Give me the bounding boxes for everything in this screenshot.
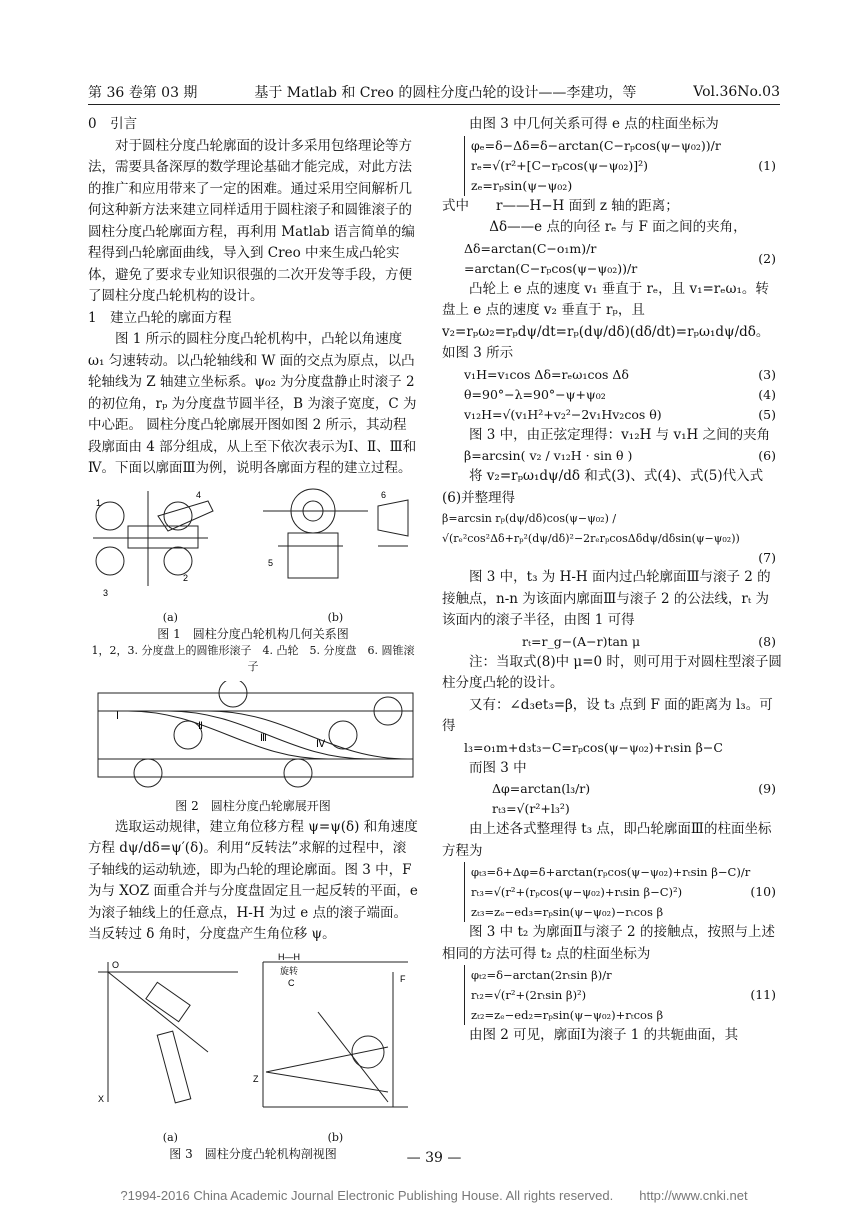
equation-1 — [442, 136, 782, 196]
figure-1 — [88, 486, 418, 676]
figure-3-drawing — [88, 952, 418, 1124]
figure-1-legend: 1，2，3. 分度盘上的圆锥形滚子 4. 凸轮 5. 分度盘 6. 圆锥滚子 — [91, 644, 415, 673]
eq1-intro: 由图 3 中几何关系可得 e 点的柱面坐标为 — [469, 116, 719, 132]
header-rule — [88, 104, 780, 105]
fig1-sub-a: (a) — [162, 611, 178, 624]
header-volume: Vol.36No.03 — [693, 84, 780, 100]
eq-rt3-body: rₜ₃=√(r²+l₃²) — [492, 801, 570, 816]
definition-r: 式中 r——H−H 面到 z 轴的距离； — [442, 197, 679, 214]
equation-2 — [442, 239, 782, 279]
eq10-intro: 由上述各式整理得 t₃ 点，即凸轮廓面Ⅲ的柱面坐标方程为 — [442, 821, 772, 859]
fig1-label-3: 3 — [103, 587, 109, 598]
fig3-label-F: F — [400, 973, 406, 984]
substitution-paragraph: 将 v₂=rₚω₁dψ/dδ 和式(3)、式(4)、式(5)代入式(6)并整理得 — [442, 468, 764, 506]
fig3-label-Z: Z — [253, 1073, 259, 1084]
fig1-sub-b: (b) — [327, 611, 344, 624]
fig3-label-O: O — [112, 959, 120, 970]
eq6-number: (6) — [758, 448, 776, 463]
header-title: 基于 Matlab 和 Creo 的圆柱分度凸轮的设计——李建功，等 — [254, 85, 637, 101]
figure-2-caption: 图 2 圆柱分度凸轮廓展开图 — [175, 798, 331, 813]
equation-6 — [442, 446, 782, 466]
fig1-label-5: 5 — [268, 557, 274, 568]
eq11-line3: zₜ₂=zₑ−ed₂=rₚsin(ψ−ψ₀₂)+rₜcos β — [471, 1008, 664, 1022]
figure-1-caption: 图 1 圆柱分度凸轮机构几何关系图 — [157, 627, 349, 641]
eq7-number: (7) — [758, 550, 776, 565]
right-column — [442, 114, 782, 1047]
fig2-zone-III: Ⅲ — [260, 733, 267, 744]
section-0-title: 0 引言 — [88, 116, 138, 132]
equation-11 — [442, 965, 782, 1025]
eq10-line2: rₜ₃=√(r²+(rₚcos(ψ−ψ₀₂)+rₜsin β−C)²) — [471, 885, 683, 899]
equation-10 — [442, 862, 782, 922]
fig3-sub-b: (b) — [327, 1131, 344, 1144]
equation-4 — [442, 385, 782, 405]
eq10-line1: φₜ₃=δ+Δφ=δ+arctan(rₚcos(ψ−ψ₀₂)+rₜsin β−C)/r — [471, 865, 751, 879]
eq4-body: θ=90°−λ=90°−ψ+ψ₀₂ — [464, 386, 606, 402]
section-1-title: 1 建立凸轮的廓面方程 — [88, 309, 232, 326]
left-column — [88, 114, 418, 1165]
page-number: — 39 — — [406, 1150, 462, 1166]
fig2-zone-II: Ⅱ — [198, 721, 203, 732]
fig3-label-C: C — [288, 977, 295, 988]
equation-9 — [442, 779, 782, 799]
equation-3 — [442, 365, 782, 385]
running-header — [88, 82, 780, 102]
copyright-notice: ?1994-2016 China Academic Journal Electronic Publishing House. All rights reserved. http://www.cnki.net — [120, 1188, 748, 1203]
angle-paragraph: 又有：∠d₃et₃=β，设 t₃ 点到 F 面的距离为 l₃。可得 — [442, 696, 773, 734]
fig2-zone-IV: Ⅳ — [316, 739, 326, 750]
eq1-line3: zₑ=rₚsin(ψ−ψ₀₂) — [471, 177, 573, 193]
eq1-line2: rₑ=√(r²+[C−rₚcos(ψ−ψ₀₂)]²) — [471, 157, 649, 173]
eq2-body: Δδ=arctan(C−o₁m)/r =arctan(C−rₚcos(ψ−ψ₀₂))/r — [464, 240, 638, 276]
equation-rt3 — [442, 799, 782, 819]
eq10-line3: zₜ₃=zₑ−ed₃=rₚsin(ψ−ψ₀₂)−rₜcos β — [471, 905, 664, 919]
eq-l3-body: l₃=o₁m+d₃t₃−C=rₚcos(ψ−ψ₀₂)+rₜsin β−C — [464, 739, 723, 755]
eq1-line1: φₑ=δ−Δδ=δ−arctan(C−rₚcos(ψ−ψ₀₂))/r — [471, 137, 721, 153]
eq11-line1: φₜ₂=δ−arctan(2rₜsin β)/r — [471, 968, 612, 982]
fig1-label-2: 2 — [183, 572, 189, 583]
figure-2-drawing — [88, 681, 418, 789]
eq10-number: (10) — [750, 884, 776, 899]
eq3-body: v₁H=v₁cos Δδ=rₑω₁cos Δδ — [464, 366, 629, 382]
header-issue: 第 36 卷第 03 期 — [88, 85, 198, 101]
eq11-number: (11) — [750, 987, 776, 1002]
equation-8 — [442, 632, 782, 652]
eq2-number: (2) — [758, 250, 776, 266]
note-paragraph: 注：当取式(8)中 μ=0 时，则可用于对圆柱型滚子圆柱分度凸轮的设计。 — [442, 653, 782, 691]
fig1-label-4: 4 — [196, 489, 202, 500]
eq5-body: v₁₂H=√(v₁H²+v₂²−2v₁Hv₂cos θ) — [464, 406, 662, 422]
contact-point-paragraph: 图 3 中，t₃ 为 H-H 面内过凸轮廓面Ⅲ与滚子 2 的接触点，n-n 为该面内廓面Ⅲ与滚子 2 的公法线，rₜ 为该面内的滚子半径，由图 1 可得 — [442, 569, 771, 628]
fig3-section-label: H—H — [278, 951, 300, 962]
section-1-paragraph: 图 1 所示的圆柱分度凸轮机构中，凸轮以角速度 ω₁ 匀速转动。以凸轮轴线和 W 面的交点为原点，以凸轮轴线为 Z 轴建立坐标系。ψ₀₂ 为分度盘静止时滚子 2 的初位角，rₚ 为分度盘节圆半径，B 为滚子宽度，C 为中心距。 圆柱分度凸轮廓展开图如图 2 所示，其动程段廓面由 4 部分组成，从上至下依次表示为Ⅰ、Ⅱ、Ⅲ和Ⅳ。下面以廓面Ⅲ为例，说明各廓面方程的建立过程。 — [88, 331, 417, 476]
eq9-number: (9) — [758, 781, 776, 796]
eq1-number: (1) — [758, 157, 776, 173]
eq8-body: rₜ=r_g−(A−r)tan μ — [522, 633, 641, 649]
fig1-label-1: 1 — [96, 497, 102, 508]
eq6-body: β=arcsin( v₂ / v₁₂H · sin θ ) — [464, 448, 633, 463]
figure-3 — [88, 952, 418, 1164]
equation-l3 — [442, 738, 782, 758]
eq7-body: β=arcsin rₚ(dψ/dδ)cos(ψ−ψ₀₂) / √(rₑ²cos²Δδ+rₚ²(dψ/dδ)²−2rₑrₚcosΔδdψ/dδsin(ψ−ψ₀₂)) — [442, 512, 740, 545]
eq8-number: (8) — [758, 633, 776, 649]
fig3-lead: 而图 3 中 — [469, 759, 527, 776]
figure-1-drawing — [88, 486, 418, 604]
equation-5 — [442, 405, 782, 425]
figure-2 — [88, 681, 418, 815]
equation-7 — [442, 509, 782, 549]
figure-3-caption: 图 3 圆柱分度凸轮机构剖视图 — [169, 1147, 337, 1161]
eq11-intro: 图 3 中 t₂ 为廓面Ⅱ与滚子 2 的接触点，按照与上述相同的方法可得 t₂ 点的柱面坐标为 — [442, 924, 775, 962]
closing-paragraph: 由图 2 可见，廓面Ⅰ为滚子 1 的共轭曲面，其 — [469, 1027, 739, 1043]
motion-law-paragraph: 选取运动规律，建立角位移方程 ψ=ψ(δ) 和角速度方程 dψ/dδ=ψ′(δ)。利用“反转法”求解的过程中，滚子轴线的运动轨迹，即为凸轮的理论廓面。图 3 中，F 为与 XOZ 面重合并与分度盘固定且一起反转的平面，e 为滚子轴线上的任意点，H-H 为过 e 点的滚子端面。当反转过 δ 角时，分度盘产生角位移 ψ。 — [88, 818, 418, 942]
fig3-sub-a: (a) — [162, 1131, 178, 1144]
sine-law-paragraph: 图 3 中，由正弦定理得：v₁₂H 与 v₁H 之间的夹角 — [469, 426, 771, 443]
intro-paragraph: 对于圆柱分度凸轮廓面的设计多采用包络理论等方法，需要具备深厚的数学理论基础才能完成，对此方法的推广和应用带来了一定的困难。通过采用空间解析几何这种新方法来建立同样适用于圆柱滚子和圆锥滚子的圆柱分度凸轮廓面方程，再利用 Matlab 语言简单的编程得到凸轮廓面曲线，导入到 Creo 中来生成凸轮实体，避免了要求专业知识很强的二次开发等手段，方便了圆柱分度凸轮机构的设计。 — [88, 137, 415, 304]
eq11-line2: rₜ₂=√(r²+(2rₜsin β)²) — [471, 988, 587, 1002]
velocity-paragraph: 凸轮上 e 点的速度 v₁ 垂直于 rₑ，且 v₁=rₑω₁。转盘上 e 点的速度 v₂ 垂直于 rₚ，且 v₂=rₚω₂=rₚdψ/dt=rₚ(dψ/dδ)(dδ/dt)=rₚω₁dψ/dδ。如图 3 所示 — [442, 280, 770, 361]
fig1-label-6: 6 — [381, 489, 387, 500]
eq9-body: Δφ=arctan(l₃/r) — [492, 781, 591, 796]
definition-delta: Δδ——e 点的向径 rₑ 与 F 面之间的夹角， — [489, 219, 747, 235]
eq5-number: (5) — [758, 406, 776, 422]
fig3-rotate-label: 旋转 — [280, 965, 299, 976]
fig3-label-X: X — [98, 1093, 105, 1104]
fig2-zone-I: Ⅰ — [116, 711, 119, 722]
eq3-number: (3) — [758, 366, 776, 382]
eq4-number: (4) — [758, 386, 776, 402]
